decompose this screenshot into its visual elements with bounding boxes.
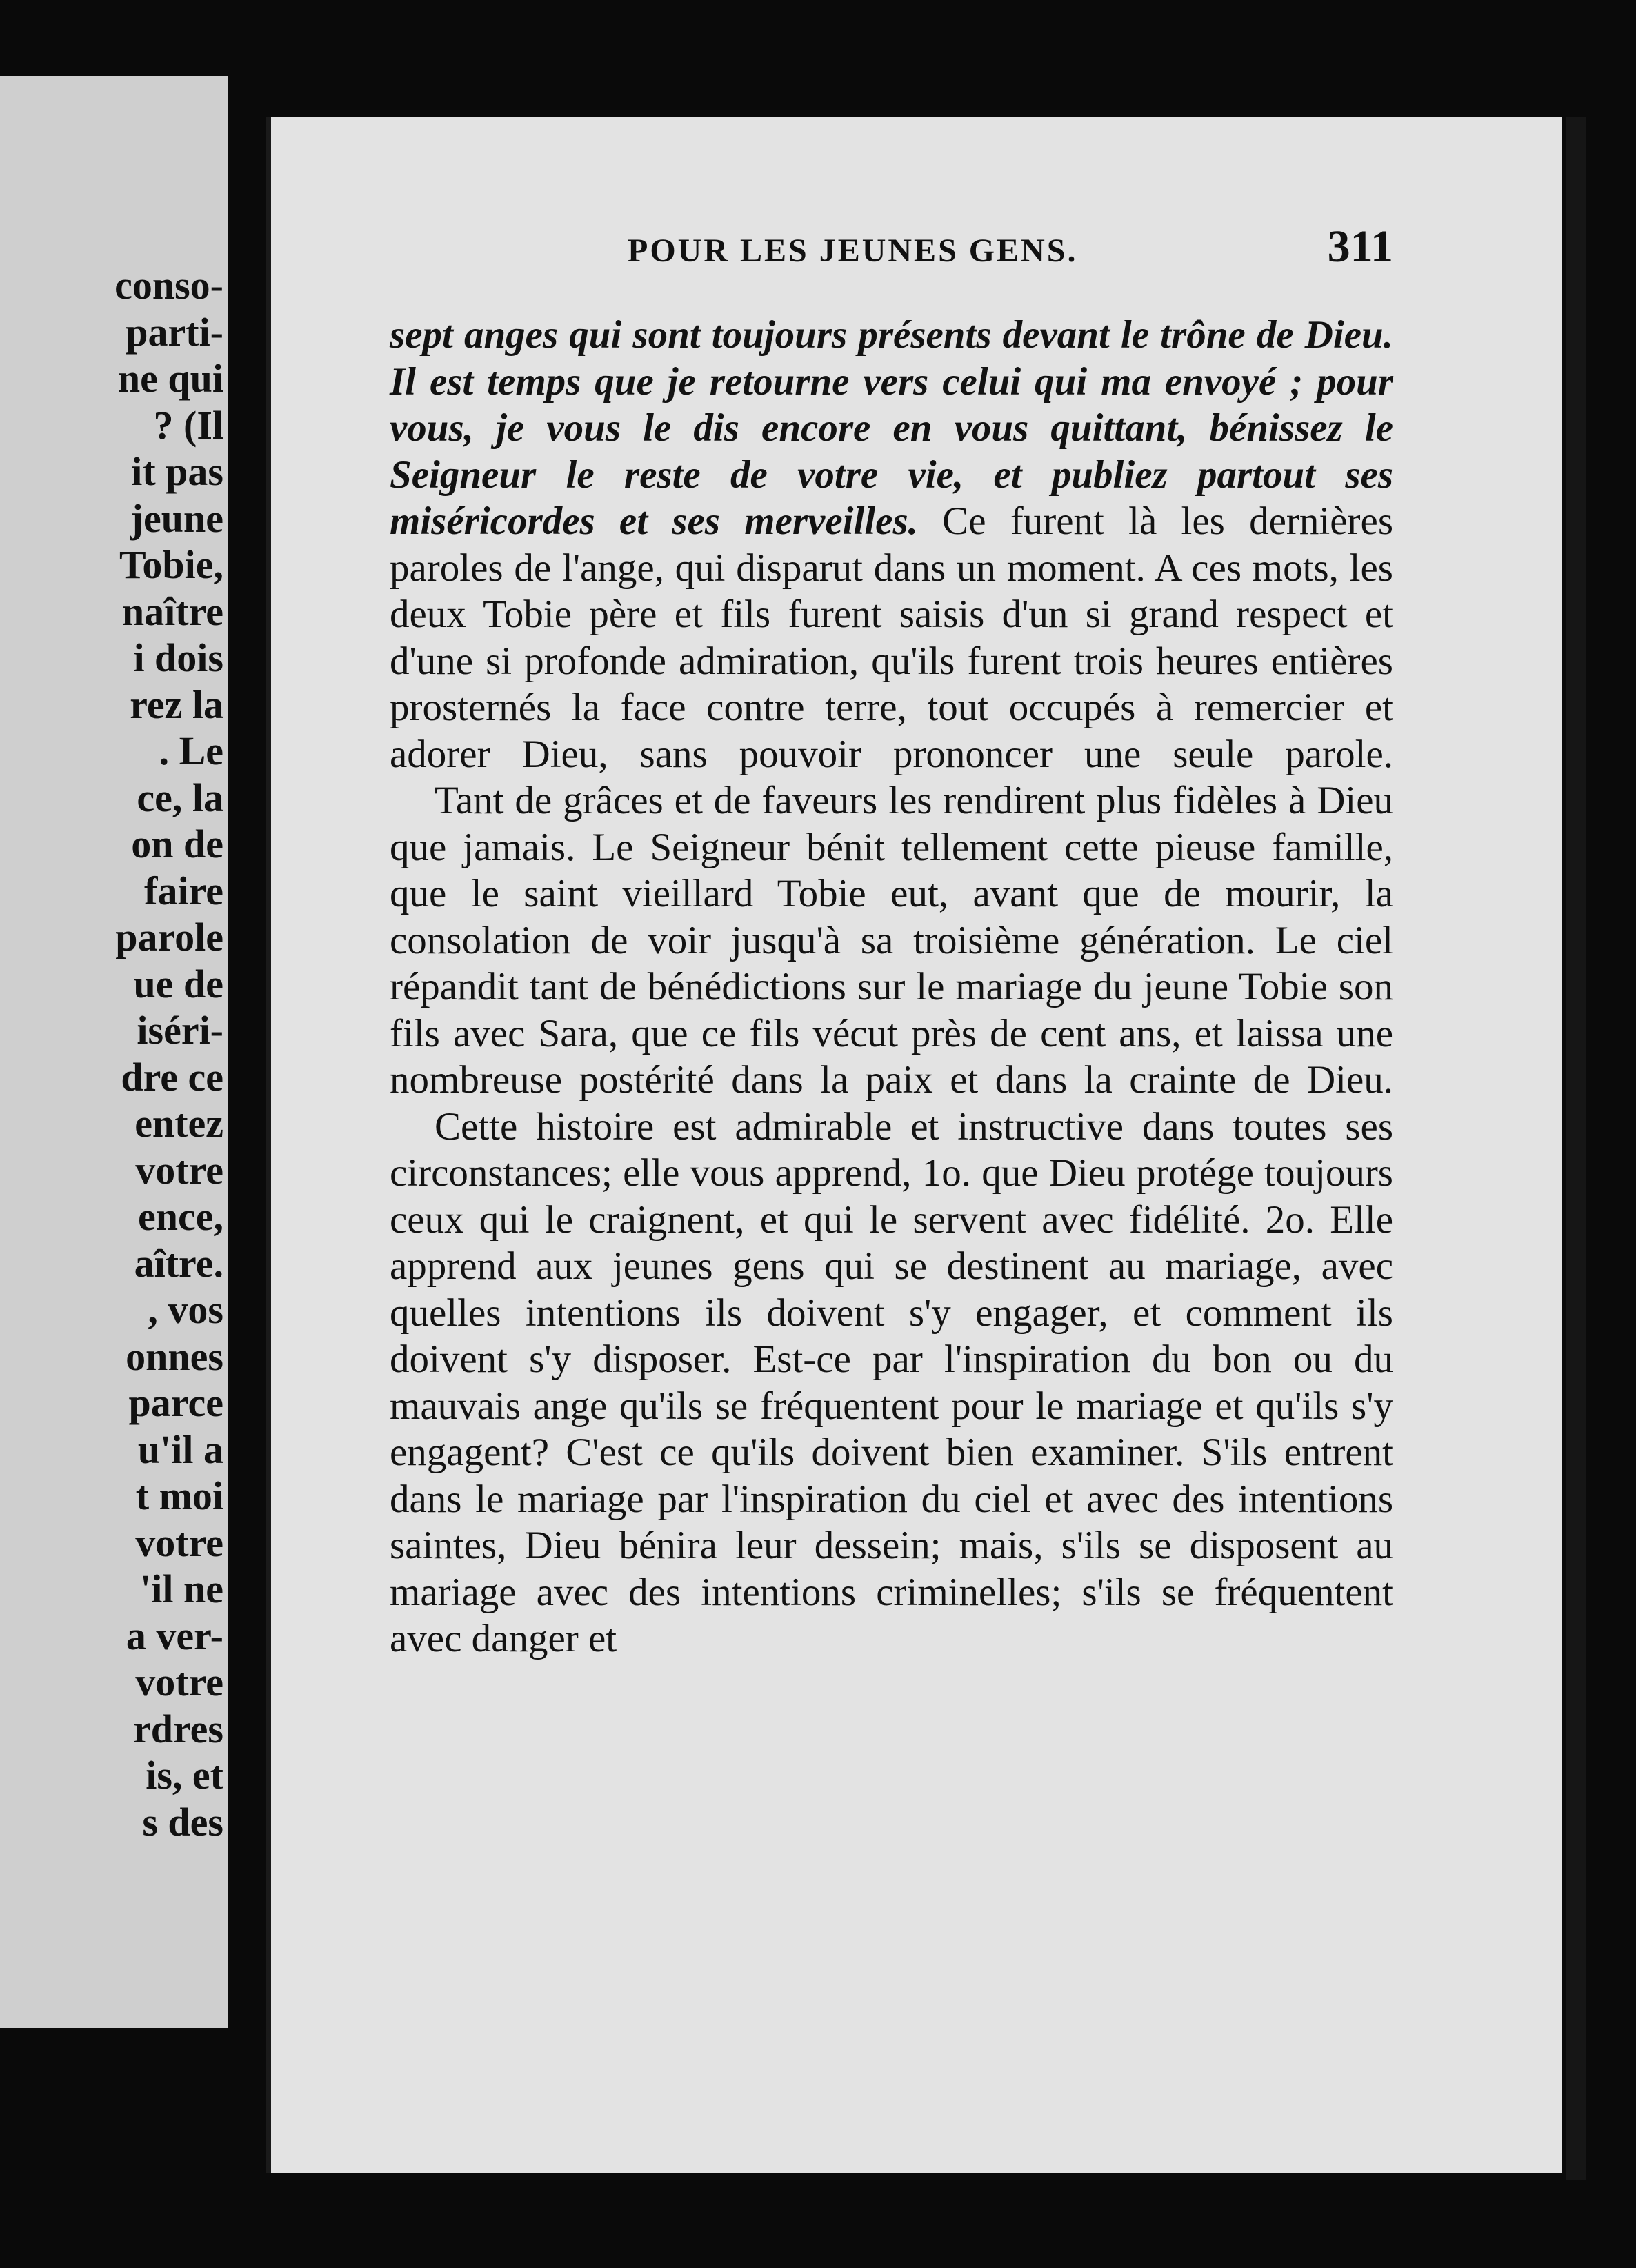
left-page-line: votre <box>135 1147 223 1193</box>
left-page-line: aître. <box>134 1240 223 1286</box>
running-head: POUR LES JEUNES GENS. <box>628 232 1078 269</box>
left-page-line: votre <box>135 1660 223 1704</box>
left-page-line: votre <box>135 1520 223 1565</box>
left-page-line: t moi <box>135 1473 223 1518</box>
left-page-line: entez <box>134 1101 223 1146</box>
left-page-line: consо- <box>114 263 223 308</box>
page-edge-shadow <box>1566 117 1586 2180</box>
left-page-line: i dois <box>133 635 223 680</box>
left-page-line: a ver- <box>126 1613 223 1658</box>
left-page-line: 'il ne <box>140 1566 223 1611</box>
left-page-line: faire <box>144 868 223 913</box>
page-number: 311 <box>1327 221 1393 272</box>
body-text <box>390 312 1393 1662</box>
left-page-line: ue de <box>133 961 223 1006</box>
left-page-line: it pas <box>131 449 223 494</box>
page-header <box>628 221 1393 273</box>
left-page-line: parole <box>115 915 223 959</box>
left-page-line: , vos <box>148 1287 223 1332</box>
left-page-line: Tobie, <box>119 542 223 587</box>
left-page-line: s des <box>142 1799 223 1844</box>
left-page-line: ce, la <box>137 775 223 820</box>
left-page-line: . Le <box>159 728 223 773</box>
left-page-line: ne qui <box>117 356 223 401</box>
left-page-line: dre ce <box>121 1054 223 1100</box>
left-page-line: iséri- <box>137 1008 223 1053</box>
left-page-line: rdres <box>132 1706 223 1751</box>
left-page-line: is, et <box>146 1753 223 1798</box>
left-page-line: jeune <box>130 495 223 541</box>
paragraph-1-continuation: Ce furent là les dernières paroles de l'ange, qui disparut dans un moment. A ces mots, les deux Tobie père et fils furent saisis d'un si grand respect et d'une si profonde admiration, qu'ils furent trois heures entières prosternés la face contre terre, tout occupés à remercier et adorer Dieu, sans pouvoir prononcer une seule parole. <box>390 499 1394 776</box>
paragraph-3: Cette histoire est admirable et instructive dans toutes ses circonstances; elle vous apprend, 1o. que Dieu protége toujours ceux qui le craignent, et qui le servent avec fidélité. 2o. Elle apprend aux jeunes gens qui se destinent au mariage, avec quelles intentions ils doivent s'y engager, et comment ils doivent s'y disposer. Est-ce par l'inspiration du bon ou du mauvais ange qu'ils se fréquentent pour le mariage et qu'ils s'y engagent? C'est ce qu'ils doivent bien examiner. S'ils entrent dans le mariage par l'inspiration du ciel et avec des intentions saintes, Dieu bénira leur dessein; mais, s'ils se disposent au mariage avec des intentions criminelles; s'ils se fréquentent avec danger et <box>390 1104 1393 1660</box>
left-page-line: onnes <box>126 1333 223 1379</box>
left-page-line: rez la <box>130 682 223 727</box>
angel-speech-italic: sept anges qui sont toujours présents devant le trône de Dieu. Il est temps que je retourne vers celui qui ma envoyé ; pour vous, je vous le dis encore en vous quittant, bénissez le Seigneur le reste de votre vie, et publiez partout ses miséricordes et ses merveilles. <box>390 313 1393 543</box>
left-page-line: parti- <box>126 309 223 355</box>
left-page-line: parce <box>128 1380 223 1425</box>
paragraph-2: Tant de grâces et de faveurs les rendirent plus fidèles à Dieu que jamais. Le Seigneur bénit tellement cette pieuse famille, que le saint vieillard Tobie eut, avant que de mourir, la consolation de voir jusqu'à sa troisième génération. Le ciel répandit tant de bénédictions sur le mariage du jeune Tobie son fils avec Sara, que ce fils vécut près de cent ans, et laissa une nombreuse postérité dans la paix et dans la crainte de Dieu. <box>390 779 1393 1102</box>
left-page-line: on de <box>131 822 223 866</box>
left-page-line: naître <box>121 588 223 634</box>
adjacent-left-page <box>0 76 228 2028</box>
left-page-line: ? (Il <box>153 402 223 448</box>
paragraph-1 <box>390 312 1393 777</box>
left-page-line: u'il a <box>137 1426 223 1472</box>
left-page-line: ence, <box>138 1194 223 1239</box>
